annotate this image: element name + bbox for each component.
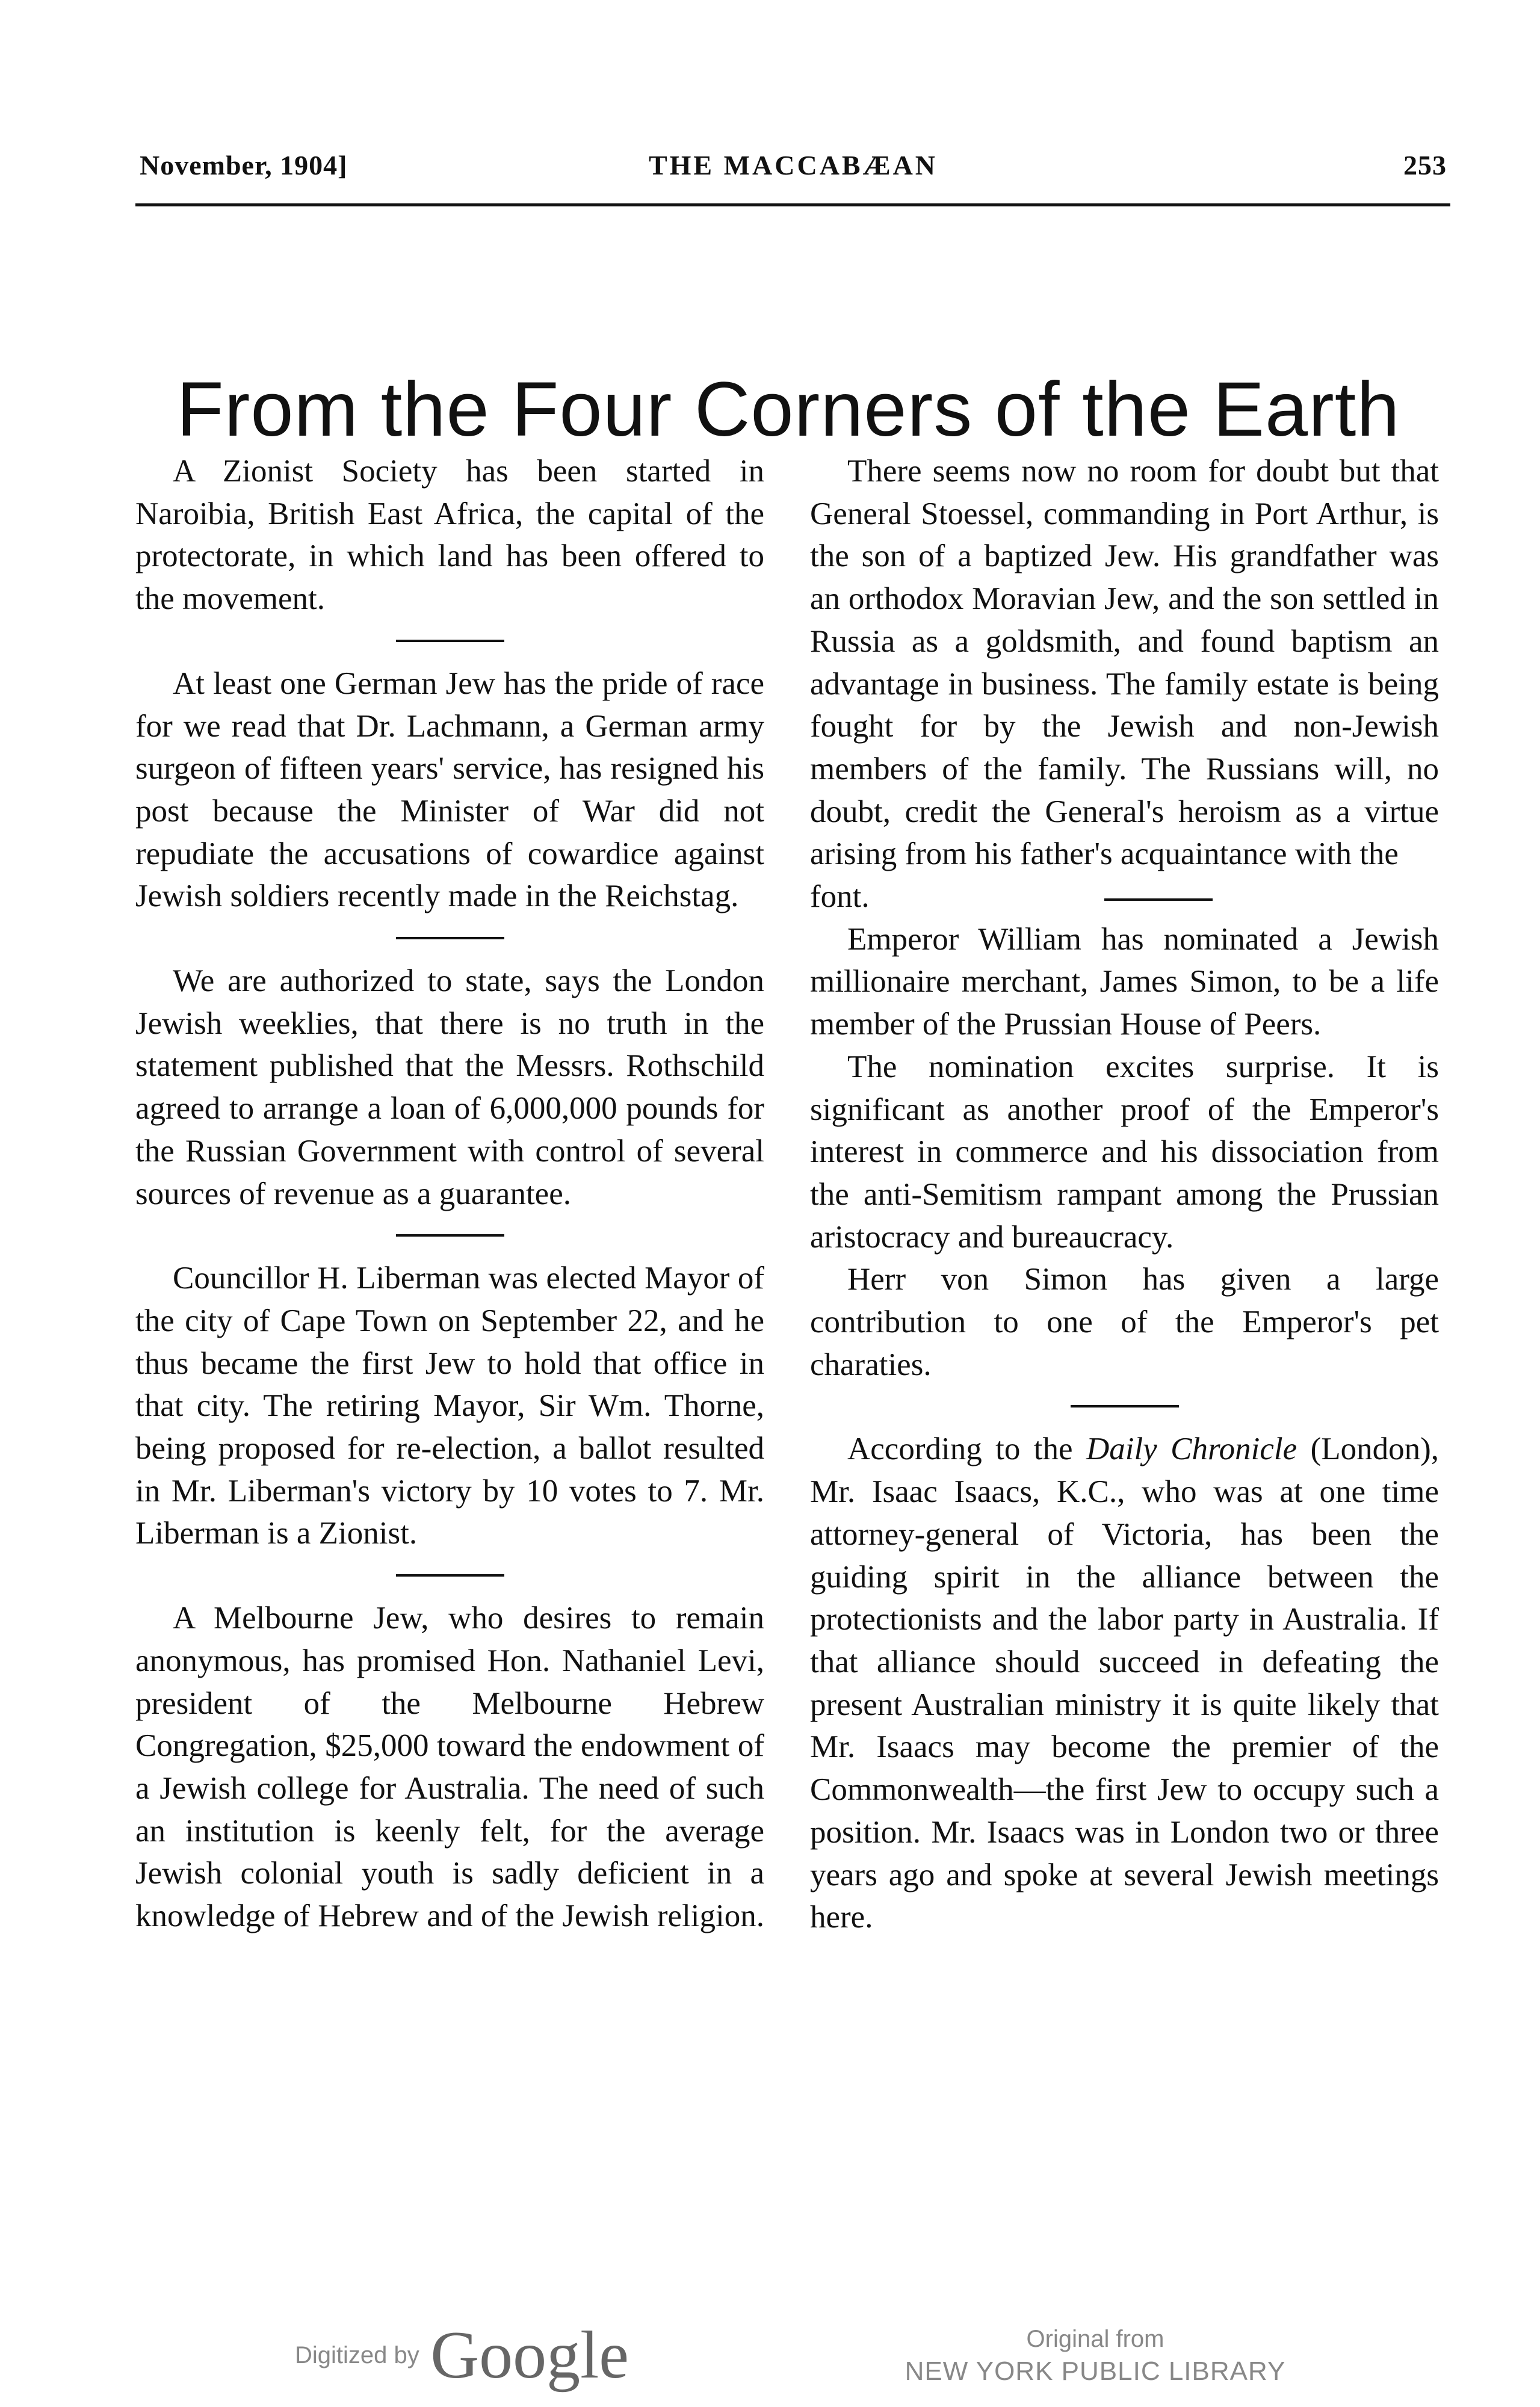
running-header — [140, 149, 1447, 191]
digitized-by-credit — [295, 2317, 629, 2401]
item-general-stoessel: There seems now no room for doubt but that General Stoessel, commanding in Port Arthur, is the son of a baptized Jew. His grandfather was an orthodox Moravian Jew, and the son settled in Russia as a goldsmith, and found baptism an advantage in business. The family estate is being fought for by the Jewish and non-Jewish members of the family. The Russians will, no doubt, credit the General's heroism as a virtue arising from his father's acquaintance with the — [810, 454, 1439, 872]
newspaper-name: Daily Chronicle — [1086, 1432, 1297, 1467]
google-logo: Google — [430, 2318, 629, 2393]
left-column — [135, 450, 764, 1938]
item-dr-lachmann: At least one German Jew has the pride of race for we read that Dr. Lachmann, a German army surgeon of fifteen years' service, has resigned his post because the Minister of War did not repudiate the accusations of cowardice against Jewish soldiers recently made in the Reichstag. — [135, 666, 764, 914]
digitized-by-label: Digitized by — [295, 2342, 419, 2368]
item-naroibia-society: A Zionist Society has been started in Naroibia, British East Africa, the capital of the protectorate, in which land has been offered to the movement. — [135, 454, 764, 617]
item-cape-town-mayor: Councillor H. Liberman was elected Mayor of the city of Cape Town on September 22, and he thus became the first Jew to hold that office in that city. The retiring Mayor, Sir Wm. Thorne, being proposed for re-election, a ballot resulted in Mr. Liberman's victory by 10 votes to 7. Mr. Liberman is a Zionist. — [135, 1261, 764, 1551]
item-isaac-isaacs — [810, 1428, 1439, 1938]
library-name: NEW YORK PUBLIC LIBRARY — [905, 2356, 1286, 2386]
item-james-simon: Emperor William has nominated a Jewish millionaire merchant, James Simon, to be a life member of the Prussian House of Peers. — [810, 921, 1439, 1042]
section-divider — [396, 640, 504, 642]
header-rule — [135, 203, 1450, 206]
item-rothschild-loan: We are authorized to state, says the London Jewish weeklies, that there is no truth in the statement published that the Messrs. Rothschild agreed to arrange a loan of 6,000,000 pounds for the Russian Government with control of several sources of revenue as a guarantee. — [135, 963, 764, 1211]
stoessel-last-word: font. — [810, 879, 870, 915]
section-divider — [396, 1234, 504, 1237]
source-credit — [885, 2323, 1306, 2388]
section-divider — [1071, 1405, 1179, 1407]
original-from-label: Original from — [1026, 2326, 1164, 2352]
item-melbourne-college: A Melbourne Jew, who desires to remain anonymous, has promised Hon. Nathaniel Levi, president of the Melbourne Hebrew Congregation, $25,000 toward the endowment of a Jewish college for Australia. The need of such an institution is keenly felt, for the average Jewish colonial youth is sadly deficient in a knowledge of Hebrew and of the Jewish religion. — [135, 1601, 764, 1934]
article-title: From the Four Corners of the Earth — [176, 366, 1400, 453]
section-divider — [396, 937, 504, 939]
page-number: 253 — [1403, 150, 1447, 181]
issue-date: November, 1904] — [140, 150, 348, 181]
section-divider — [396, 1574, 504, 1577]
isaacs-body: (London), Mr. Isaac Isaacs, K.C., who was at one time attorney-general of Victoria, has been the guiding spirit in the alliance between the protectionists and the labor party in Australia. If that alliance should succeed in defeating the present Australian ministry it is quite likely that Mr. Isaacs may become the premier of the Commonwealth—the first Jew to occupy such a position. Mr. Isaacs was in London two or three years ago and spoke at several Jewish meetings here. — [810, 1432, 1439, 1935]
right-column — [810, 450, 1439, 1939]
journal-name: THE MACCABÆAN — [648, 150, 938, 181]
item-simon-contribution: Herr von Simon has given a large contribution to one of the Emperor's pet charaties. — [810, 1262, 1439, 1382]
section-divider — [1104, 898, 1213, 901]
isaacs-intro: According to the — [847, 1432, 1086, 1467]
item-nomination-surprise: The nomination excites surprise. It is significant as another proof of the Emperor's interest in commerce and his dissociation from the anti-Semitism rampant among the Prussian aristocracy and bureaucracy. — [810, 1049, 1439, 1255]
item-general-stoessel-end — [810, 876, 1439, 918]
